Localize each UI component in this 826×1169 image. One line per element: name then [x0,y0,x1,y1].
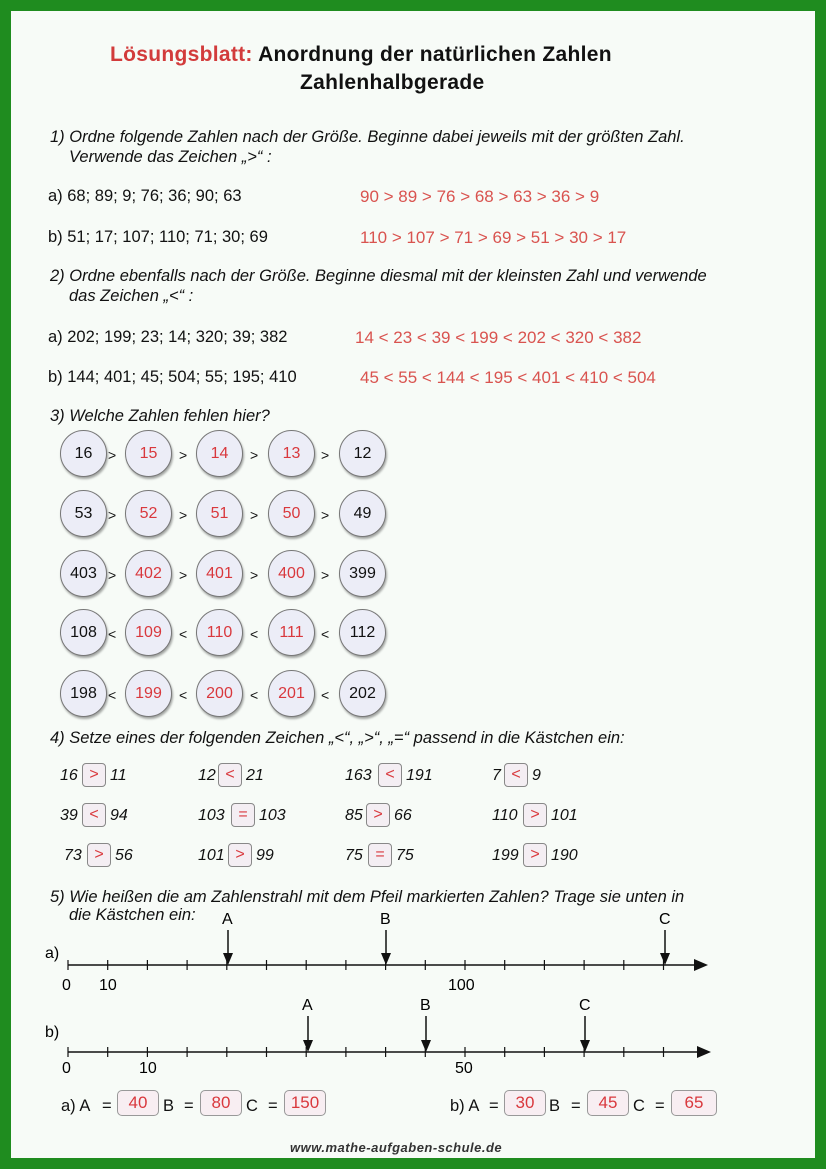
compare-right: 9 [532,767,541,784]
eq-sign: = [102,1097,112,1115]
missing-number-circle[interactable]: 200 [196,670,243,717]
given-number-circle: 112 [339,609,386,656]
task4-text: 4) Setze eines der folgenden Zeichen „<“, „>“, „=“ passend in die Kästchen ein: [50,729,625,747]
comparison-operator: > [179,507,188,523]
compare-left: 103 [198,807,225,824]
sign-box[interactable]: < [378,763,402,787]
comparison-operator: > [108,507,117,523]
task1b-answer: 110 > 107 > 71 > 69 > 51 > 30 > 17 [360,228,627,247]
compare-right: 75 [396,847,414,864]
line-a-tick-10: 10 [99,977,117,994]
arrow-label: B [420,997,431,1014]
line-a-tick-100: 100 [448,977,475,994]
arrow-head [421,1040,431,1052]
answer-b-A[interactable]: 30 [504,1090,546,1116]
comparison-operator: > [250,567,259,583]
missing-number-circle[interactable]: 14 [196,430,243,477]
task5a-answer-label: a) A [61,1097,91,1115]
arrow-head [223,953,233,965]
missing-number-circle[interactable]: 201 [268,670,315,717]
missing-number-circle[interactable]: 15 [125,430,172,477]
comparison-operator: < [179,687,188,703]
compare-right: 99 [256,847,274,864]
eq-sign: = [268,1097,278,1115]
comparison-operator: > [108,447,117,463]
line-b-label: b) [45,1024,60,1041]
compare-left: 12 [198,767,216,784]
compare-right: 21 [246,767,264,784]
arrow-head [381,953,391,965]
sign-box[interactable]: < [218,763,242,787]
task5-text: 5) Wie heißen die am Zahlenstrahl mit dem Pfeil markierten Zahlen? Trage sie unten in [50,888,685,906]
given-number-circle: 12 [339,430,386,477]
comparison-operator: > [108,567,117,583]
arrow-label: C [579,997,591,1014]
sign-box[interactable]: > [523,803,547,827]
compare-left: 101 [198,847,225,864]
number-line-a [68,911,708,971]
missing-number-circle[interactable]: 199 [125,670,172,717]
given-number-circle: 198 [60,670,107,717]
comparison-operator: > [250,507,259,523]
sign-box[interactable]: < [82,803,106,827]
compare-left: 163 [345,767,372,784]
line-b-tick-50: 50 [455,1060,473,1077]
eq-sign: = [655,1097,665,1115]
comparison-operator: < [321,626,330,642]
compare-right: 103 [259,807,286,824]
compare-right: 101 [551,807,578,824]
sign-box[interactable]: > [523,843,547,867]
missing-number-circle[interactable]: 109 [125,609,172,656]
answer-b-C[interactable]: 65 [671,1090,717,1116]
title-main: Anordnung der natürlichen Zahlen [258,43,612,66]
line-b-tick-10: 10 [139,1060,157,1077]
missing-number-circle[interactable]: 110 [196,609,243,656]
compare-right: 94 [110,807,128,824]
compare-left: 16 [60,767,78,784]
task1-text2: Verwende das Zeichen „>“ : [69,148,272,166]
task5-text2: die Kästchen ein: [69,906,196,924]
comparison-operator: > [179,447,188,463]
answer-a-B[interactable]: 80 [200,1090,242,1116]
sign-box[interactable]: > [87,843,111,867]
arrow-label: C [659,911,671,928]
compare-left: 110 [492,807,518,824]
arrow-label: A [302,997,313,1014]
compare-right: 191 [406,767,433,784]
comparison-operator: > [321,447,330,463]
task2-text2: das Zeichen „<“ : [69,287,194,305]
sign-box[interactable]: < [504,763,528,787]
arrow-head [303,1040,313,1052]
compare-left: 85 [345,807,363,824]
comparison-operator: > [321,567,330,583]
missing-number-circle[interactable]: 400 [268,550,315,597]
eq-sign: = [571,1097,581,1115]
task1b-question: b) 51; 17; 107; 110; 71; 30; 69 [48,228,268,246]
compare-left: 73 [64,847,82,864]
task1a-question: a) 68; 89; 9; 76; 36; 90; 63 [48,187,242,205]
answer-a-A[interactable]: 40 [117,1090,159,1116]
label-B: B [549,1097,561,1115]
given-number-circle: 399 [339,550,386,597]
task2b-answer: 45 < 55 < 144 < 195 < 401 < 410 < 504 [360,368,656,387]
answer-b-B[interactable]: 45 [587,1090,629,1116]
task3-text: 3) Welche Zahlen fehlen hier? [50,407,270,425]
arrow-head [580,1040,590,1052]
comparison-operator: > [179,567,188,583]
compare-left: 7 [492,767,501,784]
compare-right: 11 [110,767,127,784]
line-a-tick-0: 0 [62,977,71,994]
compare-right: 190 [551,847,578,864]
label-B: B [163,1097,175,1115]
task2-text: 2) Ordne ebenfalls nach der Größe. Beginne diesmal mit der kleinsten Zahl und verwende [50,267,707,285]
eq-sign: = [489,1097,499,1115]
comparison-operator: < [250,687,259,703]
number-line-b [68,997,711,1058]
task1a-answer: 90 > 89 > 76 > 68 > 63 > 36 > 9 [360,187,600,206]
comparison-operator: < [250,626,259,642]
compare-right: 66 [394,807,412,824]
sign-box[interactable]: > [82,763,106,787]
missing-number-circle[interactable]: 401 [196,550,243,597]
line-b-tick-0: 0 [62,1060,71,1077]
compare-left: 75 [345,847,363,864]
title-prefix: Lösungsblatt: [110,43,253,66]
line-a-label: a) [45,945,60,962]
comparison-operator: < [108,626,117,642]
missing-number-circle[interactable]: 402 [125,550,172,597]
comparison-operator: < [179,626,188,642]
sign-box[interactable]: > [228,843,252,867]
comparison-operator: < [321,687,330,703]
given-number-circle: 403 [60,550,107,597]
missing-number-circle[interactable]: 13 [268,430,315,477]
given-number-circle: 16 [60,430,107,477]
given-number-circle: 53 [60,490,107,537]
compare-left: 199 [492,847,519,864]
sign-box[interactable]: > [366,803,390,827]
missing-number-circle[interactable]: 52 [125,490,172,537]
comparison-operator: > [250,447,259,463]
arrow-label: A [222,911,233,928]
label-C: C [633,1097,645,1115]
given-number-circle: 202 [339,670,386,717]
missing-number-circle[interactable]: 111 [268,609,315,656]
sign-box[interactable]: = [231,803,255,827]
missing-number-circle[interactable]: 50 [268,490,315,537]
given-number-circle: 108 [60,609,107,656]
answer-a-C[interactable]: 150 [284,1090,326,1116]
eq-sign: = [184,1097,194,1115]
compare-right: 56 [115,847,133,864]
compare-left: 39 [60,807,78,824]
task5b-answer-label: b) A [450,1097,480,1115]
task2a-question: a) 202; 199; 23; 14; 320; 39; 382 [48,328,288,346]
given-number-circle: 49 [339,490,386,537]
page-subtitle: Zahlenhalbgerade [300,71,485,94]
arrow-head [660,953,670,965]
comparison-operator: > [321,507,330,523]
task2b-question: b) 144; 401; 45; 504; 55; 195; 410 [48,368,297,386]
label-C: C [246,1097,258,1115]
task2a-answer: 14 < 23 < 39 < 199 < 202 < 320 < 382 [355,328,642,347]
arrow-label: B [380,911,391,928]
sign-box[interactable]: = [368,843,392,867]
missing-number-circle[interactable]: 51 [196,490,243,537]
comparison-operator: < [108,687,117,703]
footer-url[interactable]: www.mathe-aufgaben-schule.de [290,1140,503,1155]
task1-text: 1) Ordne folgende Zahlen nach der Größe. Beginne dabei jeweils mit der größten Zahl. [50,128,685,146]
